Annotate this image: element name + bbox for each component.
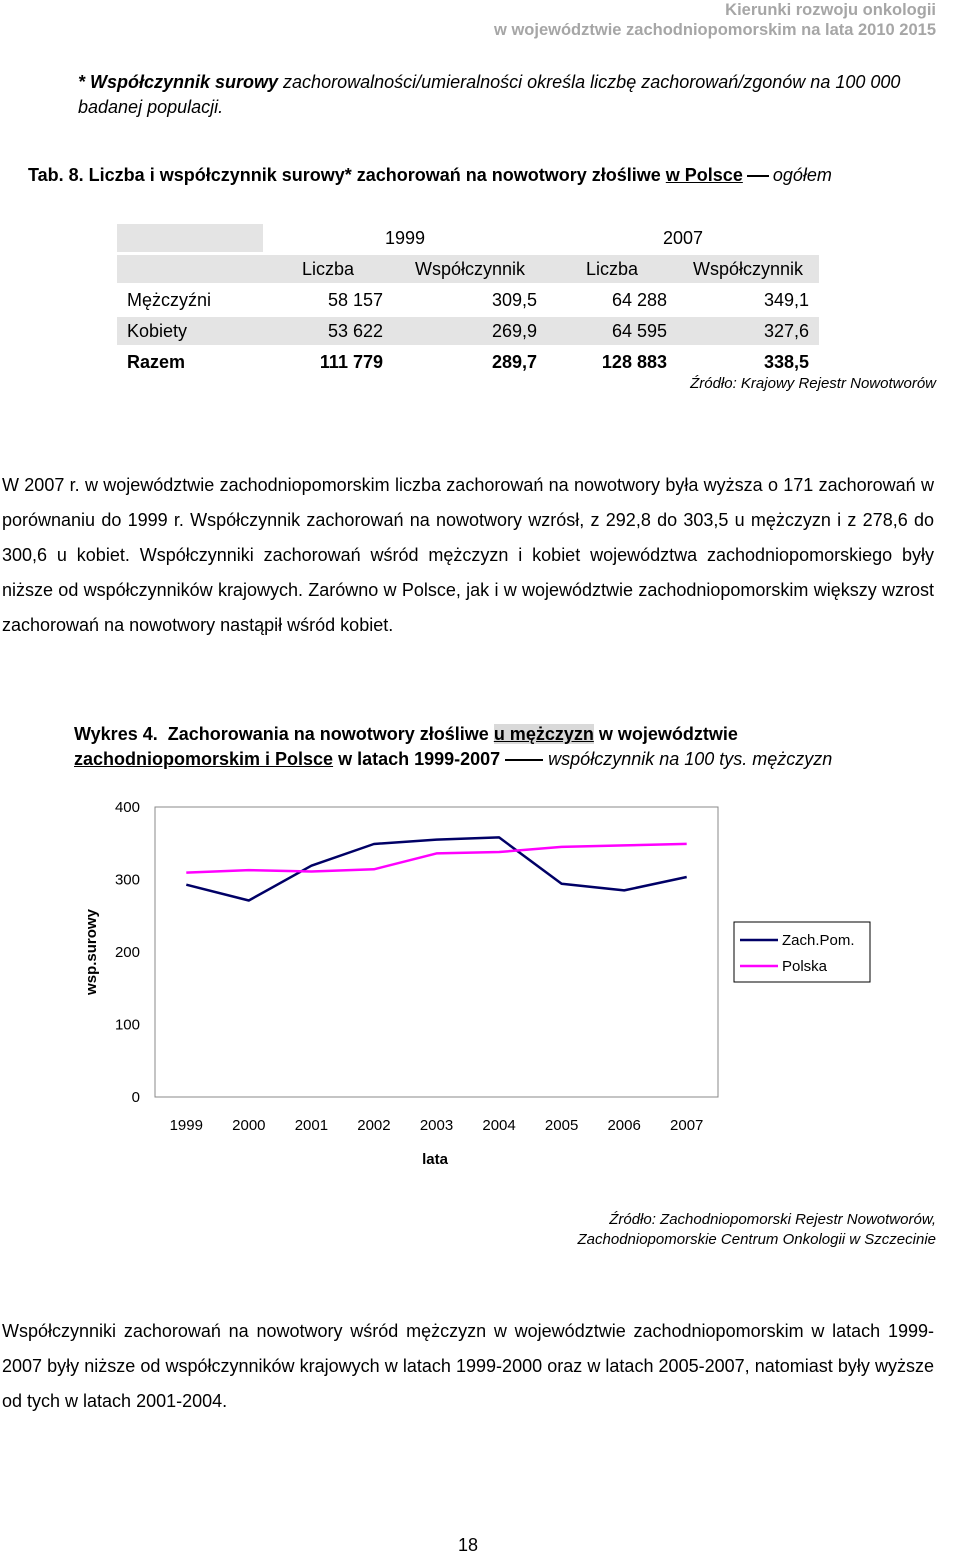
- column-header: Współczynnik: [677, 255, 819, 286]
- table-cell: 327,6: [677, 317, 819, 348]
- title-dash: [747, 175, 769, 177]
- year-header: 1999: [263, 224, 547, 255]
- plot-area-border: [155, 807, 718, 1097]
- table-cell: 349,1: [677, 286, 819, 317]
- table-title-underlined: w Polsce: [665, 165, 743, 185]
- y-tick-label: 0: [131, 1089, 140, 1106]
- x-tick-label: 2004: [482, 1117, 516, 1134]
- chart-title-highlight: u mężczyzn: [493, 724, 594, 744]
- row-label: Kobiety: [117, 317, 263, 348]
- x-tick-label: 1999: [169, 1117, 203, 1134]
- chart-source: [578, 1210, 937, 1250]
- y-axis-label: wsp.surowy: [83, 909, 100, 995]
- legend-label: Zach.Pom.: [782, 932, 855, 949]
- table-row: [117, 286, 819, 317]
- table-source: Źródło: Krajowy Rejestr Nowotworów: [690, 375, 936, 392]
- table-year-row: [117, 224, 819, 255]
- table-corner: [117, 224, 263, 255]
- page-number: 18: [457, 1535, 479, 1555]
- chart-source-line-1: Źródło: Zachodniopomorski Rejestr Nowotworów,: [609, 1211, 936, 1228]
- chart-title-italic: współczynnik na 100 tys. mężczyzn: [548, 749, 833, 769]
- table-cell: 338,5: [677, 348, 819, 379]
- footnote-definition: [78, 70, 938, 120]
- column-header: Liczba: [263, 255, 393, 286]
- table-cell: 53 622: [263, 317, 393, 348]
- table-cell: 289,7: [393, 348, 547, 379]
- table-cell: 58 157: [263, 286, 393, 317]
- x-tick-label: 2001: [294, 1117, 329, 1134]
- table-title-italic: ogółem: [772, 165, 832, 185]
- table-row: [117, 317, 819, 348]
- table-cell: 64 595: [547, 317, 677, 348]
- x-tick-label: 2005: [544, 1117, 579, 1134]
- paragraph-1: W 2007 r. w województwie zachodniopomorskim liczba zachorowań na nowotwory była wyższa o 171 zachorowań w porównaniu do 1999 r. Współczynnik zachorowań na nowotwory wzrósł, z 292,8 do 303,5 u mężczyzn i z 278,6 do 300,6 u kobiet. Współczynniki zachorowań wśród mężczyzn i kobiet województwa zachodniopomorskiego były niższe od współczynników krajowych. Zarówno w Polsce, jak i w województwie zachodniopomorskim większy wzrost zachorowań na nowotwory nastąpił wśród kobiet.: [2, 475, 934, 635]
- chart-source-line-2: Zachodniopomorskie Centrum Onkologii w Szczecinie: [577, 1231, 936, 1248]
- title-dash: [505, 759, 543, 761]
- chart-title-part: w latach 1999-2007: [333, 749, 501, 769]
- incidence-table: [117, 224, 819, 379]
- table-cell: 269,9: [393, 317, 547, 348]
- chart-title-underlined: zachodniopomorskim i Polsce: [74, 749, 334, 769]
- x-tick-label: 2002: [357, 1117, 391, 1134]
- table-cell: 128 883: [547, 348, 677, 379]
- table-cell: 309,5: [393, 286, 547, 317]
- chart-title: [74, 722, 944, 772]
- row-label: Mężczyźni: [117, 286, 263, 317]
- table-title: [28, 165, 832, 186]
- footnote-term: * Współczynnik surowy: [78, 72, 279, 92]
- footnote-text: zachorowalności/umieralności określa liczbę zachorowań/zgonów na 100 000 badanej populacji.: [78, 72, 901, 117]
- series-line: [186, 844, 686, 873]
- line-chart: [0, 770, 960, 1180]
- row-label: Razem: [117, 348, 263, 379]
- x-tick-label: 2000: [232, 1117, 266, 1134]
- column-header: Liczba: [547, 255, 677, 286]
- y-tick-label: 100: [114, 1016, 140, 1034]
- table-title-main: Tab. 8. Liczba i współczynnik surowy* zachorowań na nowotwory złośliwe: [28, 165, 666, 185]
- legend-label: Polska: [782, 958, 828, 975]
- paragraph-2: Współczynniki zachorowań na nowotwory wśród mężczyzn w województwie zachodniopomorskim w latach 1999-2007 były niższe od współczynników krajowych w latach 1999-2000 oraz w latach 2005-2007, natomiast były wyższe od tych w latach 2001-2004.: [2, 1321, 934, 1411]
- y-tick-label: 200: [114, 944, 140, 961]
- chart-title-part: w województwie: [593, 724, 738, 744]
- chart-title-prefix: Wykres 4.: [74, 724, 158, 744]
- x-tick-label: 2007: [670, 1117, 704, 1134]
- x-tick-label: 2006: [607, 1117, 641, 1134]
- y-tick-label: 300: [114, 871, 140, 889]
- y-tick-label: 400: [114, 799, 140, 816]
- column-header: Współczynnik: [393, 255, 547, 286]
- year-header: 2007: [547, 224, 819, 255]
- table-corner: [117, 255, 263, 286]
- header-line-2: w województwie zachodniopomorskim na lata 2010 2015: [494, 21, 936, 39]
- header-line-1: Kierunki rozwoju onkologii: [725, 1, 936, 19]
- x-tick-label: 2003: [419, 1117, 454, 1134]
- chart-title-part: Zachorowania na nowotwory złośliwe: [167, 724, 494, 744]
- table-cell: 111 779: [263, 348, 393, 379]
- table-cell: 64 288: [547, 286, 677, 317]
- table-subheader-row: [117, 255, 819, 286]
- x-axis-label: lata: [422, 1151, 448, 1168]
- running-header: [494, 0, 936, 40]
